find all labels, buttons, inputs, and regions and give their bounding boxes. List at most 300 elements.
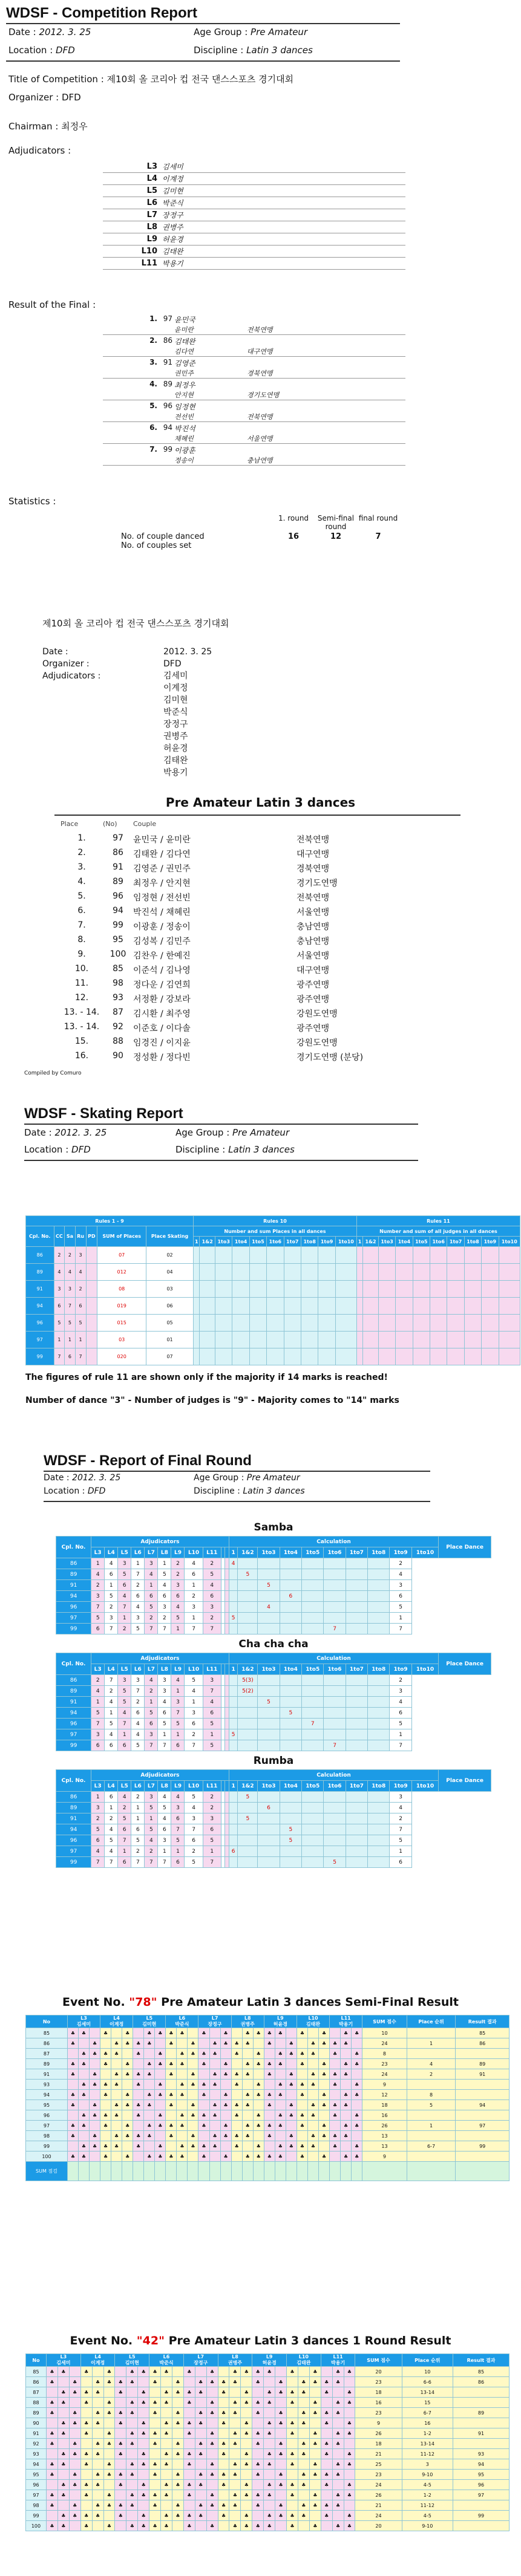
- place-cell: 9-10: [402, 2470, 453, 2480]
- mark-cell: [115, 2521, 126, 2531]
- mark-cell: ♣: [332, 2470, 344, 2480]
- judge-mark: 4: [91, 1686, 105, 1697]
- cpl-no: 89: [26, 1264, 54, 1281]
- header-col: 1&2: [200, 1237, 215, 1247]
- judge-mark: 5: [91, 1613, 105, 1624]
- cpl-no: 91: [56, 1580, 91, 1591]
- calc-cell: [280, 1846, 301, 1857]
- result-cell: 91: [456, 2069, 510, 2080]
- header-sum: SUM of Places: [97, 1226, 146, 1247]
- calc-cell: [280, 1602, 301, 1613]
- sum-check-row: [26, 2162, 510, 2181]
- mark-cell: [92, 2428, 103, 2439]
- calc-cell: [229, 1624, 238, 1634]
- rule10-cell: [267, 1298, 284, 1315]
- place-cell: [407, 2028, 456, 2038]
- list-club: 대구연맹: [297, 966, 330, 975]
- mark-cell: ♣: [92, 2480, 103, 2490]
- mark-cell: ♣: [172, 2470, 183, 2480]
- mark-cell: ♣: [172, 2377, 183, 2387]
- header-col: 1to10: [335, 1237, 356, 1247]
- list-club: 대구연맹: [297, 850, 330, 859]
- header-cpl: Cpl. No.: [56, 1653, 91, 1675]
- footer-note: Compiled by Comuro: [24, 1070, 82, 1076]
- calc-cell: [346, 1558, 367, 1569]
- mark-cell: [172, 2490, 183, 2500]
- mark-cell: ♣: [100, 2028, 111, 2038]
- skating-row: [26, 1315, 520, 1332]
- mark-cell: [321, 2459, 332, 2470]
- place-dance: 2: [390, 1675, 411, 1686]
- mark-cell: [138, 2470, 149, 2480]
- header-no: No: [26, 2015, 68, 2028]
- calc-cell: [238, 1613, 258, 1624]
- calc-cell: [302, 1697, 324, 1708]
- mark-cell: ♣: [67, 2059, 78, 2069]
- rule10-cell: [249, 1315, 266, 1332]
- adjudicator-row: [103, 233, 405, 246]
- rule10-cell: [249, 1264, 266, 1281]
- mark-cell: [341, 2141, 352, 2152]
- mark-cell: ♣: [133, 2110, 144, 2121]
- judge-mark: 5: [158, 1719, 171, 1729]
- mark-cell: [177, 2038, 188, 2049]
- cpl-no: 99: [26, 1348, 54, 1365]
- header-judge: [264, 2015, 297, 2028]
- judge-mark: 4: [158, 1792, 171, 1803]
- mark-cell: ♣: [229, 2459, 241, 2470]
- mark-cell: [161, 2470, 172, 2480]
- mark-cell: [103, 2387, 115, 2398]
- mark-cell: ♣: [330, 2069, 341, 2080]
- mark-cell: [80, 2408, 92, 2418]
- list-place: 7.: [77, 920, 86, 930]
- cpl-no: 91: [56, 1813, 91, 1824]
- calc-cell: [346, 1813, 367, 1824]
- mark-cell: ♣: [149, 2521, 161, 2531]
- judge-mark: 2: [145, 1613, 158, 1624]
- cpl-no: 87: [26, 2387, 47, 2398]
- final-title: WDSF - Report of Final Round: [44, 1452, 252, 1469]
- mark-cell: [253, 2038, 264, 2049]
- judge-mark: 6: [118, 1740, 131, 1751]
- judge-name: 권병주: [228, 2360, 243, 2366]
- calc-cell: 5: [229, 1729, 238, 1740]
- mark-cell: ♣: [92, 2511, 103, 2521]
- mark-cell: ♣: [321, 2377, 332, 2387]
- calc-cell: [280, 1813, 301, 1824]
- mark-cell: ♣: [241, 2387, 252, 2398]
- header-number-11: Number and sum of all judges in all dances: [356, 1226, 520, 1237]
- rule10-cell: [232, 1332, 249, 1348]
- judge-name: 이계정: [90, 2360, 105, 2366]
- rule10-cell: [249, 1247, 266, 1264]
- header-col: 1to9: [318, 1237, 335, 1247]
- list-no: 95: [113, 935, 123, 945]
- mark-cell: [330, 2028, 341, 2038]
- mark-cell: ♣: [69, 2511, 80, 2521]
- mark-cell: ♣: [330, 2100, 341, 2110]
- chairman: Chairman : 최정우: [8, 121, 88, 132]
- rule11-cell: [363, 1315, 379, 1332]
- mark-cell: ♣: [252, 2398, 264, 2408]
- mark-cell: ♣: [198, 2080, 209, 2090]
- calc-cell: [280, 1857, 301, 1868]
- list-place: 1.: [77, 833, 86, 843]
- final-result-list: [103, 314, 405, 467]
- judge-mark: 7: [91, 1719, 105, 1729]
- cpl-no: 90: [26, 2418, 47, 2428]
- calc-cell: [258, 1613, 280, 1624]
- rule10-cell: [232, 1298, 249, 1315]
- calc-cell: [346, 1729, 367, 1740]
- judge-mark: 2: [131, 1580, 145, 1591]
- list-couple: 박진석 / 채혜린: [133, 908, 191, 917]
- stat-row-set: No. of couples set: [121, 541, 192, 550]
- sum-cell: 20: [355, 2367, 402, 2377]
- place-cell: 5: [407, 2100, 456, 2110]
- header-calc: 1to10: [411, 1781, 438, 1792]
- mark-cell: ♣: [155, 2028, 166, 2038]
- sum-places: 08: [97, 1281, 146, 1298]
- mark-cell: [220, 2049, 231, 2059]
- judge-mark: 4: [203, 1697, 221, 1708]
- calc-cell: [346, 1624, 367, 1634]
- calc-cell: [302, 1591, 324, 1602]
- mark-cell: ♣: [253, 2110, 264, 2121]
- mark-cell: ♣: [229, 2500, 241, 2511]
- mark-cell: ♣: [242, 2090, 253, 2100]
- list-rows: [61, 833, 424, 1065]
- mark-cell: ♣: [341, 2069, 352, 2080]
- header-col: 1&2: [363, 1237, 379, 1247]
- calc-cell: 5: [238, 1792, 258, 1803]
- judge-mark: 7: [145, 1857, 158, 1868]
- mark-cell: [90, 2121, 100, 2131]
- mark-cell: [264, 2470, 275, 2480]
- judge-name: 박용기: [331, 2360, 346, 2366]
- mark-cell: ♣: [126, 2490, 138, 2500]
- mark-cell: [172, 2367, 183, 2377]
- final-lady: 전선빈: [174, 413, 194, 421]
- judge-mark: 1: [171, 1729, 185, 1740]
- mark-cell: [115, 2459, 126, 2470]
- mark-cell: ♣: [287, 2387, 298, 2398]
- mark-cell: [218, 2459, 229, 2470]
- mark-cell: [133, 2152, 144, 2162]
- rule11-cell: [447, 1298, 464, 1315]
- calc-cell: 5(3): [238, 1675, 258, 1686]
- calc-cell: 4: [258, 1602, 280, 1613]
- place-dance: 1: [390, 1846, 411, 1857]
- list-couple: 최정우 / 안지현: [133, 879, 191, 888]
- rule10-cell: [284, 1332, 301, 1348]
- mark-cell: [57, 2500, 69, 2511]
- sum-cell: 16: [362, 2110, 407, 2121]
- mark-cell: ♣: [198, 2090, 209, 2100]
- mark-cell: ♣: [80, 2387, 92, 2398]
- mark-cell: ♣: [195, 2470, 206, 2480]
- calc-cell: [324, 1846, 346, 1857]
- judge-code: L8: [232, 2354, 238, 2360]
- mark-cell: ♣: [166, 2131, 177, 2141]
- mark-cell: [133, 2059, 144, 2069]
- mark-cell: ♣: [69, 2377, 80, 2387]
- mark-cell: ♣: [206, 2439, 218, 2449]
- mark-cell: [298, 2490, 309, 2500]
- mark-cell: ♣: [298, 2449, 309, 2459]
- judge-mark: 4: [203, 1580, 221, 1591]
- mark-cell: ♣: [195, 2500, 206, 2511]
- final-no: 97: [163, 314, 172, 323]
- mark-cell: ♣: [57, 2428, 69, 2439]
- header-judge: L3: [91, 1664, 105, 1675]
- round-row: [26, 2049, 510, 2059]
- calc-cell: [368, 1602, 390, 1613]
- result-list: 제10회 올 코리아 컵 전국 댄스스포츠 경기대회 Date : 2012. 3. 25 Organizer : DFD Adjudicators : 김세미 이계정 김미현 박준식 장정구 권병주 허윤경 김태완 박용기 Pre Amateur Latin 3 dances Place (No) Couple 1. 97 윤민국 / 윤미란 전북연맹 2. 86 김태완 / 김다연 대구연맹 3. 91 김영준 / 권민주 경북연맹 4. 89 최정우 / 안지현 경기도연맹 5. 96 임정현 / 전선빈 전북연맹 6. 94 박진석 / 채혜린 서울연맹 7. 99 이광훈 / 정송이 충남연맹 8. 95 김성복 / 김민주 충남연맹 9. 100 김찬우 / 한예진 서울연맹 10. 85 이준석 / 김나영 대구연맹 11. 98 정다운 / 김연희 광주연맹 12. 93 서정환 / 강보라 광주연맹 13. - 14. 87 김시환 / 최주영 강원도연맹 13. - 14. 92 이준호 / 이다솔 광주연맹 15. 88 임경진 / 이지윤 강원도연맹 16. 90 정성환 / 정다빈 경기도연맹 (분당) Compiled by Comuro: [0, 605, 521, 1076]
- final-man: 김태완: [174, 337, 195, 346]
- judge-code: L10: [308, 2015, 318, 2021]
- header-judge: [330, 2015, 362, 2028]
- round-row: [26, 2511, 510, 2521]
- list-place: 8.: [77, 935, 86, 945]
- mark-cell: ♣: [126, 2459, 138, 2470]
- mark-cell: ♣: [309, 2500, 321, 2511]
- mark-cell: ♣: [332, 2490, 344, 2500]
- judge-code: L10: [298, 2354, 309, 2360]
- list-row: [61, 978, 424, 993]
- place-cell: 6-6: [402, 2377, 453, 2387]
- mark-cell: ♣: [330, 2038, 341, 2049]
- judge-mark: 6: [185, 1569, 203, 1580]
- mark-cell: ♣: [220, 2090, 231, 2100]
- mark-cell: ♣: [220, 2131, 231, 2141]
- mark-cell: ♣: [218, 2449, 229, 2459]
- mark-cell: [138, 2500, 149, 2511]
- final-club: 경북연맹: [247, 369, 273, 377]
- mark-cell: ♣: [78, 2049, 89, 2059]
- judge-mark: 4: [105, 1824, 118, 1835]
- calc-cell: [302, 1558, 324, 1569]
- calc-cell: [324, 1835, 346, 1846]
- calc-cell: [280, 1719, 301, 1729]
- mark-cell: ♣: [103, 2490, 115, 2500]
- list-row: [61, 949, 424, 964]
- result-cell: [453, 2521, 510, 2531]
- mark-cell: ♣: [138, 2521, 149, 2531]
- header-judge: [166, 2015, 198, 2028]
- dance-place: 1: [54, 1332, 65, 1348]
- mark-cell: ♣: [209, 2080, 220, 2090]
- header-judge: [183, 2354, 218, 2367]
- dance-row: [56, 1580, 491, 1591]
- judge-mark: 2: [131, 1846, 145, 1857]
- skating-row: [26, 1332, 520, 1348]
- round1-table: [25, 2353, 510, 2531]
- mark-cell: [161, 2408, 172, 2418]
- judge-mark: 7: [131, 1686, 145, 1697]
- sum-cell: 24: [362, 2069, 407, 2080]
- place-cell: 11-12: [402, 2449, 453, 2459]
- mark-cell: ♣: [220, 2121, 231, 2131]
- judge-mark: 4: [105, 1729, 118, 1740]
- judge-mark: 5: [185, 1792, 203, 1803]
- rule10-cell: [215, 1298, 232, 1315]
- place-cell: 15: [402, 2398, 453, 2408]
- location-value: DFD: [56, 45, 75, 56]
- cpl-no: 89: [56, 1803, 91, 1813]
- rule10-cell: [335, 1315, 356, 1332]
- mark-cell: ♣: [264, 2490, 275, 2500]
- mark-cell: ♣: [341, 2028, 352, 2038]
- calc-cell: [229, 1740, 238, 1751]
- sum-cell: 18: [355, 2439, 402, 2449]
- place-dance: 3: [390, 1792, 411, 1803]
- judge-mark: 6: [203, 1591, 221, 1602]
- header-dance: CC: [54, 1226, 65, 1247]
- final-man: 임정현: [174, 403, 195, 411]
- mark-cell: [253, 2100, 264, 2110]
- rule10-cell: [200, 1348, 215, 1365]
- mark-cell: [307, 2028, 318, 2038]
- mark-cell: ♣: [286, 2080, 297, 2090]
- cpl-no: 87: [26, 2049, 68, 2059]
- place-cell: 2: [407, 2069, 456, 2080]
- mark-cell: ♣: [111, 2038, 122, 2049]
- final-man: 박진석: [174, 424, 195, 433]
- mark-cell: ♣: [344, 2459, 355, 2470]
- calc-cell: [238, 1558, 258, 1569]
- judge-mark: 5: [145, 1824, 158, 1835]
- mark-cell: ♣: [321, 2408, 332, 2418]
- mark-cell: ♣: [111, 2100, 122, 2110]
- rule11-cell: [363, 1332, 379, 1348]
- judge-mark: 1: [158, 1729, 171, 1740]
- dance-place: 7: [54, 1348, 65, 1365]
- mark-cell: ♣: [309, 2367, 321, 2377]
- judge-mark: 7: [105, 1624, 118, 1634]
- dance-place: [86, 1298, 97, 1315]
- adjudicator-row: [103, 258, 405, 270]
- judge-mark: 7: [91, 1602, 105, 1613]
- list-place: 6.: [77, 906, 86, 916]
- judge-code: L4: [94, 2354, 101, 2360]
- calc-cell: [368, 1580, 390, 1591]
- mark-cell: [78, 2131, 89, 2141]
- judge-name: 장정구: [208, 2021, 222, 2027]
- mark-cell: ♣: [309, 2408, 321, 2418]
- mark-cell: ♣: [264, 2459, 275, 2470]
- mark-cell: [100, 2131, 111, 2141]
- mark-cell: ♣: [183, 2490, 195, 2500]
- mark-cell: [166, 2110, 177, 2121]
- header-calc: 1to8: [368, 1781, 390, 1792]
- mark-cell: ♣: [264, 2511, 275, 2521]
- calc-cell: [302, 1792, 324, 1803]
- cpl-no: 96: [56, 1719, 91, 1729]
- mark-cell: ♣: [264, 2059, 275, 2069]
- judge-mark: 5: [105, 1591, 118, 1602]
- dance-table: [56, 1653, 491, 1751]
- cpl-no: 94: [56, 1824, 91, 1835]
- mark-cell: [172, 2459, 183, 2470]
- mark-cell: [344, 2500, 355, 2511]
- mark-cell: ♣: [297, 2152, 307, 2162]
- mark-cell: [242, 2141, 253, 2152]
- mark-cell: [126, 2511, 138, 2521]
- calc-cell: [229, 1697, 238, 1708]
- mark-cell: ♣: [133, 2069, 144, 2080]
- list-no: 91: [113, 862, 123, 872]
- rule10-cell: [249, 1298, 266, 1315]
- header-result: Result 결과: [453, 2354, 510, 2367]
- header-col: 1to3: [378, 1237, 395, 1247]
- rule11-cell: [363, 1264, 379, 1281]
- mark-cell: ♣: [198, 2141, 209, 2152]
- header-judge: [297, 2015, 329, 2028]
- judge-mark: 2: [203, 1792, 221, 1803]
- mark-cell: ♣: [183, 2521, 195, 2531]
- list-adjudicator: 김세미: [163, 671, 188, 681]
- calc-cell: [238, 1803, 258, 1813]
- calc-cell: [229, 1813, 238, 1824]
- cpl-no: 91: [26, 2428, 47, 2439]
- header-judge: [80, 2354, 115, 2367]
- mark-cell: [198, 2069, 209, 2080]
- place-skating: 04: [146, 1264, 194, 1281]
- header-cpl: Cpl. No.: [26, 1226, 54, 1247]
- calc-cell: [258, 1846, 280, 1857]
- result-cell: 99: [456, 2141, 510, 2152]
- mark-cell: ♣: [46, 2470, 57, 2480]
- mark-cell: [111, 2028, 122, 2038]
- judge-mark: 6: [185, 1835, 203, 1846]
- calc-cell: [229, 1686, 238, 1697]
- header-dance: Ru: [75, 1226, 86, 1247]
- judge-mark: 1: [118, 1613, 131, 1624]
- mark-cell: ♣: [103, 2408, 115, 2418]
- mark-cell: ♣: [264, 2387, 275, 2398]
- mark-cell: ♣: [100, 2121, 111, 2131]
- calc-cell: [238, 1624, 258, 1634]
- place-dance: 5: [390, 1835, 411, 1846]
- judge-name: 김세미: [76, 2021, 91, 2027]
- mark-cell: [122, 2110, 133, 2121]
- judge-mark: 2: [171, 1558, 185, 1569]
- calc-cell: [324, 1792, 346, 1803]
- mark-cell: ♣: [161, 2449, 172, 2459]
- judge-code: L7: [197, 2354, 205, 2360]
- mark-cell: ♣: [144, 2028, 155, 2038]
- mark-cell: ♣: [161, 2480, 172, 2490]
- mark-cell: ♣: [218, 2377, 229, 2387]
- dance-place: 6: [65, 1348, 75, 1365]
- list-row: [61, 935, 424, 949]
- place-cell: [407, 2131, 456, 2141]
- mark-cell: ♣: [242, 2152, 253, 2162]
- mark-cell: ♣: [92, 2387, 103, 2398]
- header-judge: L5: [118, 1547, 131, 1558]
- judge-mark: 7: [131, 1857, 145, 1868]
- rule10-cell: [335, 1264, 356, 1281]
- mark-cell: ♣: [172, 2449, 183, 2459]
- rule10-cell: [284, 1348, 301, 1365]
- sum-check-cell: [297, 2162, 307, 2181]
- mark-cell: ♣: [241, 2418, 252, 2428]
- header-calc: 1&2: [238, 1547, 258, 1558]
- mark-cell: [344, 2377, 355, 2387]
- rule11-cell: [396, 1247, 413, 1264]
